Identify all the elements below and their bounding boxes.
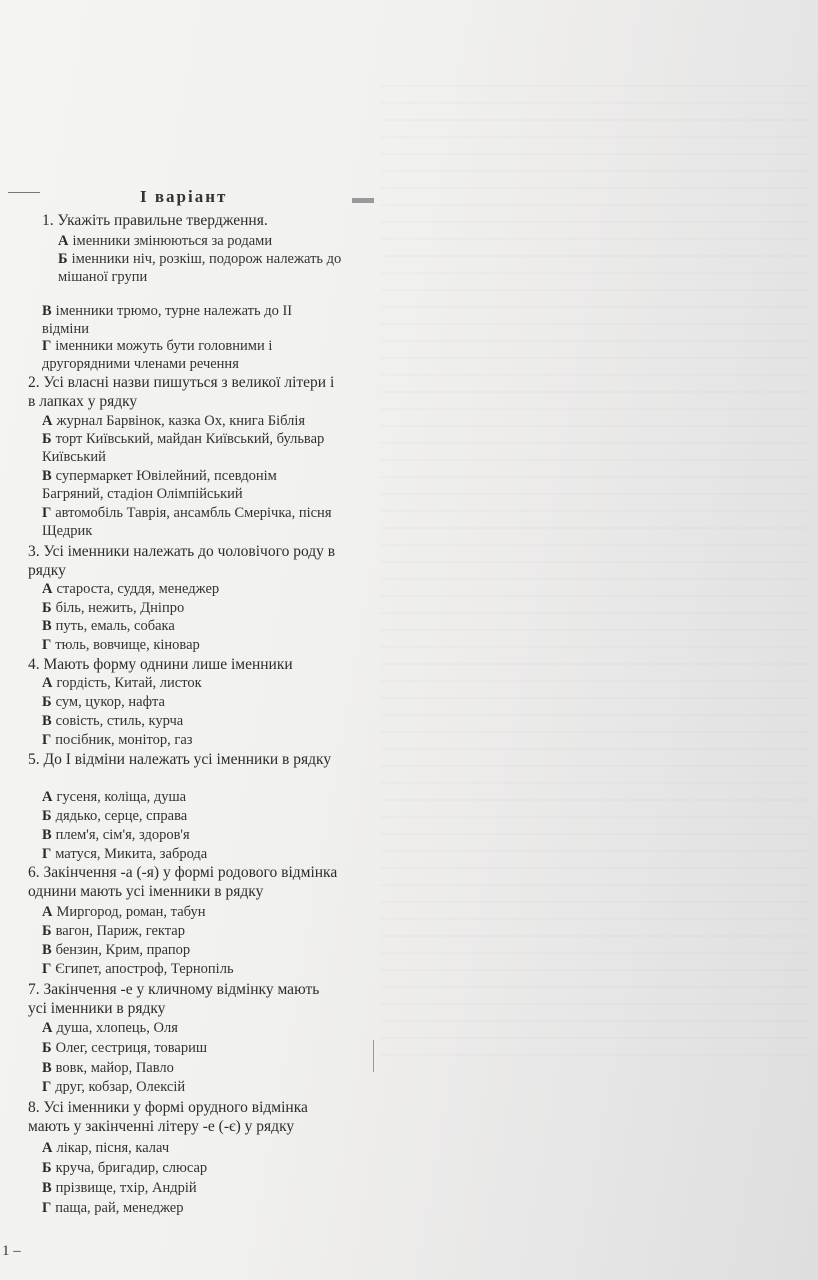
q1-option-g: Г іменники можуть бути головними і другорядними членами речення xyxy=(42,338,273,372)
q5-option-g: Г матуся, Микита, заброда xyxy=(42,846,208,862)
q3-option-b: Б біль, нежить, Дніпро xyxy=(42,600,185,616)
q3-option-g: Г тюль, вовчище, кіновар xyxy=(42,637,200,653)
q6-option-g: Г Єгипет, апостроф, Тернопіль xyxy=(42,961,234,977)
q2-option-g: Г автомобіль Таврія, ансамбль Смерічка, пісня Щедрик xyxy=(42,505,332,539)
q5-option-b: Б дядько, серце, справа xyxy=(42,808,188,824)
q7-option-b: Б Олег, сестриця, товариш xyxy=(42,1040,208,1056)
question-1: 1. Укажіть правильне твердження. xyxy=(42,212,268,229)
q2-option-v: В супермаркет Ювілейний, псевдонім Багряний, стадіон Олімпійський xyxy=(42,468,277,502)
bleed-through-text xyxy=(380,70,810,1070)
question-4: 4. Мають форму однини лише іменники xyxy=(28,656,293,673)
question-7: 7. Закінчення -е у кличному відмінку мають усі іменники в рядку xyxy=(28,981,320,1017)
q1-option-b: Б іменники ніч, розкіш, подорож належать до мішаної групи xyxy=(58,251,342,285)
q8-option-g: Г паща, рай, менеджер xyxy=(42,1200,184,1216)
q6-option-v: В бензин, Крим, прапор xyxy=(42,942,191,958)
rule-mark xyxy=(8,192,40,193)
q1-option-v: В іменники трюмо, турне належать до ІІ відміни xyxy=(42,303,293,337)
q8-option-v: В прізвище, тхір, Андрій xyxy=(42,1180,197,1196)
q8-option-b: Б круча, бригадир, слюсар xyxy=(42,1160,208,1176)
margin-line xyxy=(373,1040,374,1072)
page-title: І варіант xyxy=(140,187,228,206)
q4-option-v: В совість, стиль, курча xyxy=(42,713,184,729)
question-2: 2. Усі власні назви пишуться з великої літери і в лапках у рядку xyxy=(28,374,335,410)
q6-option-a: А Миргород, роман, табун xyxy=(42,904,206,920)
q6-option-b: Б вагон, Париж, гектар xyxy=(42,923,185,939)
q8-option-a: А лікар, пісня, калач xyxy=(42,1140,170,1156)
question-5: 5. До І відміни належать усі іменники в рядку xyxy=(28,751,332,768)
q5-option-a: А гусеня, коліща, душа xyxy=(42,789,187,805)
question-6: 6. Закінчення -а (-я) у формі родового відмінка однини мають усі іменники в рядку xyxy=(28,864,338,900)
q4-option-b: Б сум, цукор, нафта xyxy=(42,694,165,710)
question-8: 8. Усі іменники у формі орудного відмінка мають у закінченні літеру -е (-є) у рядку xyxy=(28,1099,308,1135)
page-number: 1 – xyxy=(2,1243,21,1259)
q7-option-g: Г друг, кобзар, Олексій xyxy=(42,1079,186,1095)
q7-option-v: В вовк, майор, Павло xyxy=(42,1060,174,1076)
margin-mark xyxy=(352,198,374,203)
q5-option-v: В плем'я, сім'я, здоров'я xyxy=(42,827,190,843)
q4-option-g: Г посібник, монітор, газ xyxy=(42,732,193,748)
question-3: 3. Усі іменники належать до чоловічого роду в рядку xyxy=(28,543,336,579)
q3-option-v: В путь, емаль, собака xyxy=(42,618,175,634)
q3-option-a: А староста, суддя, менеджер xyxy=(42,581,220,597)
q4-option-a: А гордість, Китай, листок xyxy=(42,675,202,691)
q7-option-a: А душа, хлопець, Оля xyxy=(42,1020,178,1036)
q2-option-b: Б торт Київський, майдан Київський, бульвар Київський xyxy=(42,431,325,465)
q2-option-a: А журнал Барвінок, казка Ох, книга Біблія xyxy=(42,413,306,429)
q1-option-a: А іменники змінюються за родами xyxy=(58,233,273,249)
